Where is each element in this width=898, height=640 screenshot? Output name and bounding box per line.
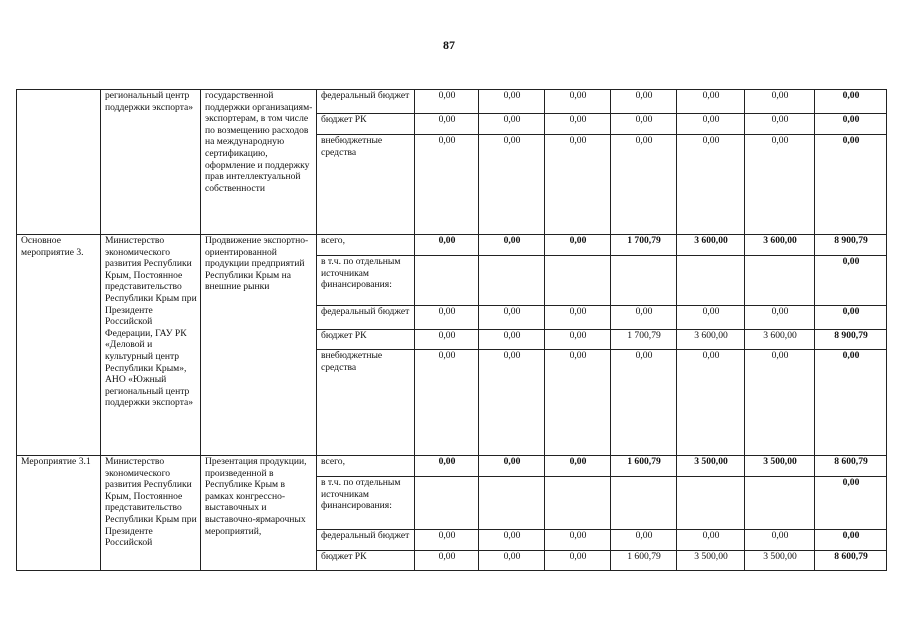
amount-cell: 0,00 (677, 350, 745, 456)
amount-cell: 0,00 (479, 350, 545, 456)
amount-cell: 1 600,79 (611, 456, 677, 477)
amount-cell: 0,00 (815, 530, 887, 551)
amount-cell: 0,00 (677, 530, 745, 551)
amount-cell: 0,00 (545, 350, 611, 456)
amount-cell: 0,00 (815, 477, 887, 530)
amount-cell: 0,00 (479, 235, 545, 256)
funding-table (16, 89, 887, 571)
amount-cell: 0,00 (677, 114, 745, 135)
amount-cell (677, 477, 745, 530)
amount-cell: 3 600,00 (677, 235, 745, 256)
funding-source-cell: федеральный бюджет (317, 530, 415, 551)
amount-cell: 0,00 (545, 551, 611, 571)
amount-cell: 0,00 (479, 90, 545, 114)
amount-cell: 1 600,79 (611, 551, 677, 571)
event-name-cell: Презентация продукции, произведенной в Республике Крым в рамках конгрессно-выставочных и выставочно-ярмарочных мероприятий, (201, 456, 317, 571)
amount-cell: 0,00 (611, 135, 677, 235)
amount-cell (745, 256, 815, 306)
amount-cell: 0,00 (545, 135, 611, 235)
funding-source-cell: внебюджетные средства (317, 350, 415, 456)
amount-cell: 0,00 (745, 350, 815, 456)
amount-cell: 0,00 (545, 114, 611, 135)
amount-cell: 8 900,79 (815, 235, 887, 256)
amount-cell: 0,00 (479, 456, 545, 477)
funding-source-cell: федеральный бюджет (317, 90, 415, 114)
amount-cell: 0,00 (815, 306, 887, 330)
amount-cell: 0,00 (611, 306, 677, 330)
table-row (17, 90, 887, 114)
amount-cell: 0,00 (545, 530, 611, 551)
amount-cell: 8 900,79 (815, 330, 887, 350)
event-cell: Мероприятие 3.1 (17, 456, 101, 571)
amount-cell (545, 256, 611, 306)
amount-cell (479, 256, 545, 306)
amount-cell: 0,00 (545, 330, 611, 350)
amount-cell: 3 500,00 (677, 551, 745, 571)
amount-cell (545, 477, 611, 530)
executor-cell: Министерство экономического развития Республики Крым, Постоянное представительство Республики Крым при Президенте Российской Федерации, ГАУ РК «Деловой и культурный центр Республики Крым», АНО «Южный региональный центр поддержки экспорта» (101, 235, 201, 456)
event-cell (17, 90, 101, 235)
amount-cell: 0,00 (479, 551, 545, 571)
amount-cell: 0,00 (479, 330, 545, 350)
amount-cell: 0,00 (415, 135, 479, 235)
funding-source-cell: всего, (317, 456, 415, 477)
amount-cell: 0,00 (545, 456, 611, 477)
amount-cell (415, 477, 479, 530)
amount-cell: 0,00 (545, 306, 611, 330)
amount-cell: 0,00 (677, 135, 745, 235)
amount-cell: 3 600,00 (745, 330, 815, 350)
amount-cell: 0,00 (815, 90, 887, 114)
amount-cell: 0,00 (479, 306, 545, 330)
funding-source-cell: бюджет РК (317, 114, 415, 135)
amount-cell: 3 500,00 (677, 456, 745, 477)
amount-cell: 0,00 (611, 114, 677, 135)
amount-cell: 1 700,79 (611, 330, 677, 350)
amount-cell: 0,00 (815, 114, 887, 135)
amount-cell: 0,00 (479, 530, 545, 551)
amount-cell: 0,00 (815, 256, 887, 306)
amount-cell: 0,00 (415, 90, 479, 114)
amount-cell: 0,00 (479, 114, 545, 135)
amount-cell: 0,00 (745, 135, 815, 235)
amount-cell: 0,00 (611, 350, 677, 456)
amount-cell: 3 500,00 (745, 551, 815, 571)
amount-cell (677, 256, 745, 306)
amount-cell: 0,00 (745, 306, 815, 330)
funding-source-cell: в т.ч. по отдельным источникам финансирования: (317, 256, 415, 306)
table-row (17, 235, 887, 256)
amount-cell (415, 256, 479, 306)
funding-source-cell: внебюджетные средства (317, 135, 415, 235)
amount-cell: 0,00 (415, 114, 479, 135)
amount-cell: 0,00 (479, 135, 545, 235)
amount-cell: 0,00 (415, 235, 479, 256)
table-row (17, 456, 887, 477)
amount-cell: 0,00 (415, 551, 479, 571)
amount-cell: 0,00 (745, 90, 815, 114)
amount-cell: 0,00 (415, 306, 479, 330)
amount-cell: 8 600,79 (815, 551, 887, 571)
executor-cell: региональный центр поддержки экспорта» (101, 90, 201, 235)
amount-cell: 0,00 (677, 90, 745, 114)
page-number: 87 (443, 38, 455, 52)
amount-cell: 3 500,00 (745, 456, 815, 477)
amount-cell: 0,00 (415, 350, 479, 456)
executor-cell: Министерство экономического развития Республики Крым, Постоянное представительство Республики Крым при Президенте Российской (101, 456, 201, 571)
amount-cell (479, 477, 545, 530)
amount-cell: 0,00 (611, 530, 677, 551)
event-cell: Основное мероприятие 3. (17, 235, 101, 456)
event-name-cell: государственной поддержки организациям-экспортерам, в том числе по возмещению расходов на международную сертификацию, оформление и поддержку прав интеллектуальной собственности (201, 90, 317, 235)
amount-cell: 0,00 (815, 350, 887, 456)
funding-source-cell: федеральный бюджет (317, 306, 415, 330)
amount-cell: 3 600,00 (677, 330, 745, 350)
amount-cell: 3 600,00 (745, 235, 815, 256)
amount-cell (745, 477, 815, 530)
amount-cell (611, 477, 677, 530)
event-name-cell: Продвижение экспортно-ориентированной продукции предприятий Республики Крым на внешние рынки (201, 235, 317, 456)
amount-cell: 0,00 (815, 135, 887, 235)
amount-cell: 1 700,79 (611, 235, 677, 256)
amount-cell: 0,00 (545, 90, 611, 114)
amount-cell: 0,00 (415, 530, 479, 551)
amount-cell (611, 256, 677, 306)
funding-source-cell: в т.ч. по отдельным источникам финансирования: (317, 477, 415, 530)
amount-cell: 8 600,79 (815, 456, 887, 477)
amount-cell: 0,00 (415, 330, 479, 350)
funding-source-cell: бюджет РК (317, 551, 415, 571)
amount-cell: 0,00 (415, 456, 479, 477)
amount-cell: 0,00 (677, 306, 745, 330)
amount-cell: 0,00 (545, 235, 611, 256)
amount-cell: 0,00 (745, 114, 815, 135)
amount-cell: 0,00 (745, 530, 815, 551)
amount-cell: 0,00 (611, 90, 677, 114)
funding-source-cell: бюджет РК (317, 330, 415, 350)
funding-source-cell: всего, (317, 235, 415, 256)
